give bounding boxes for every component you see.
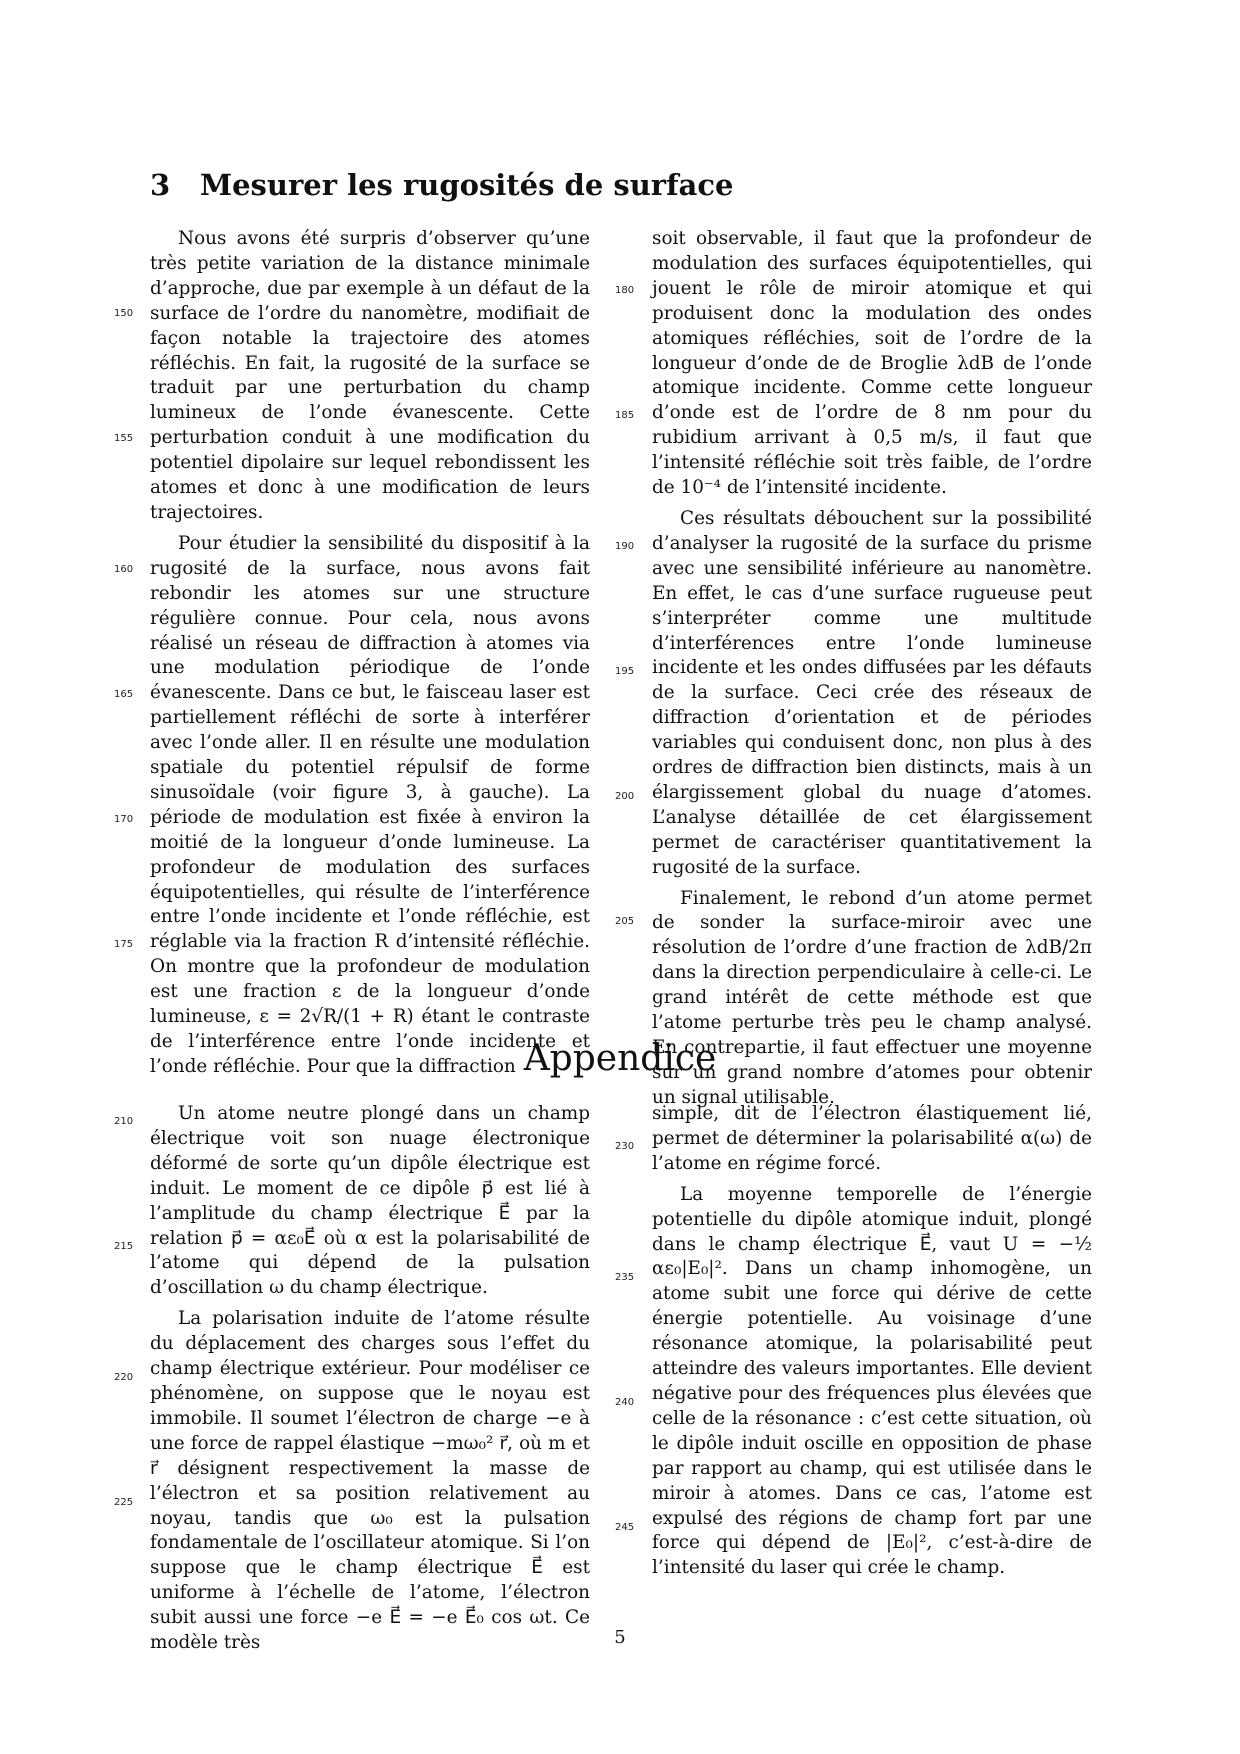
line-number: 215 xyxy=(114,1241,134,1252)
line-number: 180 xyxy=(615,285,635,296)
line-number: 200 xyxy=(615,791,635,802)
line-number: 240 xyxy=(615,1397,635,1408)
paragraph: Ces résultats débouchent sur la possibilité d’analyser la rugosité de la surface du prisme avec une sensibilité inférieure au nanomètre. En effet, le cas d’une surface rugueuse peut s’interpréter comme une multitude d’interférences entre l’onde lumineuse incidente et les ondes diffusées par les défauts de la surface. Ceci crée des réseaux de diffraction d’orientation et de périodes variables qui conduisent donc, non plus à des ordres de diffraction bien distincts, mais à un élargissement global du nuage d’atomes. L’analyse détaillée de cet élargissement permet de caractériser quantitativement la rugosité de la surface. xyxy=(652,507,1092,878)
appendix-title: Appendice xyxy=(523,1038,717,1079)
page-number: 5 xyxy=(614,1627,626,1648)
line-number: 245 xyxy=(615,1522,635,1533)
line-number: 225 xyxy=(114,1497,134,1508)
paragraph: simple, dit de l’électron élastiquement lié, permet de déterminer la polarisabilité α(ω) de l’atome en régime forcé. xyxy=(652,1103,1092,1174)
line-number: 205 xyxy=(615,916,635,927)
paragraph: La polarisation induite de l’atome résulte du déplacement des charges sous l’effet du champ électrique extérieur. Pour modéliser ce phénomène, on suppose que le noyau est immobile. Il soumet l’électron de charge −e à une force de rappel élastique −mω₀² r⃗, où m et r⃗ désignent respectivement la masse de l’électron et sa position relativement au noyau, tandis que ω₀ est la pulsation fondamentale de l’oscillateur atomique. Si l’on suppose que le champ électrique E⃗ est uniforme à l’échelle de l’atome, l’électron subit aussi une force −e E⃗ = −e E⃗₀ cos ωt. Ce modèle très xyxy=(150,1308,590,1654)
line-number: 235 xyxy=(615,1272,635,1283)
line-number: 150 xyxy=(114,308,134,319)
column-4 xyxy=(652,1102,1092,1581)
line-number: 160 xyxy=(114,564,134,575)
line-number: 185 xyxy=(615,410,635,421)
line-number: 175 xyxy=(114,939,134,950)
section-title: Mesurer les rugosités de surface xyxy=(200,168,734,202)
paragraph: Pour étudier la sensibilité du dispositif à la rugosité de la surface, nous avons fait rebondir les atomes sur une structure régulière connue. Pour cela, nous avons réalisé un réseau de diffraction à atomes via une modulation périodique de l’onde évanescente. Dans ce but, le faisceau laser est partiellement réfléchi de sorte à interférer avec l’onde aller. Il en résulte une modulation spatiale du potentiel répulsif de forme sinusoïdale (voir figure 3, à gauche). La période de modulation est fixée à environ la moitié de la longueur d’onde lumineuse. La profondeur de modulation des surfaces équipotentielles, qui résulte de l’interférence entre l’onde incidente et l’onde réfléchie, est réglable via la fraction R d’intensité réfléchie. On montre que la profondeur de modulation est une fraction ε de la longueur d’onde lumineuse, ε = 2√R/(1 + R) étant le contraste de l’interférence entre l’onde incidente et l’onde réfléchie. Pour que la diffraction xyxy=(150,532,590,1077)
line-number: 195 xyxy=(615,666,635,677)
paragraph: Finalement, le rebond d’un atome permet de sonder la surface-miroir avec une résolution de l’ordre d’une fraction de λdB/2π dans la direction perpendiculaire à celle-ci. Le grand intérêt de cette méthode est que l’atome perturbe très peu le champ analysé. En contrepartie, il faut effectuer une moyenne sur un grand nombre d’atomes pour obtenir un signal utilisable. xyxy=(652,887,1092,1108)
section-number: 3 xyxy=(150,168,171,202)
line-number: 220 xyxy=(114,1372,134,1383)
line-number: 210 xyxy=(114,1116,134,1127)
line-number: 190 xyxy=(615,541,635,552)
line-number: 230 xyxy=(615,1141,635,1152)
section-heading xyxy=(150,168,733,202)
paragraph: soit observable, il faut que la profondeur de modulation des surfaces équipotentielles, qui jouent le rôle de miroir atomique et qui produisent donc la modulation des ondes atomiques réfléchies, soit de l’ordre de la longueur d’onde de de Broglie λdB de l’onde atomique incidente. Comme cette longueur d’onde est de l’ordre de 8 nm pour du rubidium arrivant à 0,5 m/s, il faut que l’intensité réfléchie soit très faible, de l’ordre de 10⁻⁴ de l’intensité incidente. xyxy=(652,228,1092,499)
line-number: 165 xyxy=(114,689,134,700)
line-number: 155 xyxy=(114,433,134,444)
paragraph: La moyenne temporelle de l’énergie potentielle du dipôle atomique induit, plongé dans le champ électrique E⃗, vaut U = −½ αε₀|E₀|². Dans un champ inhomogène, un atome subit une force qui dérive de cette énergie potentielle. Au voisinage d’une résonance atomique, la polarisabilité peut atteindre des valeurs importantes. Elle devient négative pour des fréquences plus élevées que celle de la résonance : c’est cette situation, où le dipôle induit oscille en opposition de phase par rapport au champ, qui est utilisée dans le miroir à atomes. Dans ce cas, l’atome est expulsé des régions de champ fort par une force qui dépend de |E₀|², c’est-à-dire de l’intensité du laser qui crée le champ. xyxy=(652,1183,1092,1579)
paragraph: Nous avons été surpris d’observer qu’une très petite variation de la distance minimale d’approche, due par exemple à un défaut de la surface de l’ordre du nanomètre, modifiait de façon notable la trajectoire des atomes réfléchis. En fait, la rugosité de la surface se traduit par une perturbation du champ lumineux de l’onde évanescente. Cette perturbation conduit à une modification du potentiel dipolaire sur lequel rebondissent les atomes et donc à une modification de leurs trajectoires. xyxy=(150,228,590,523)
column-1 xyxy=(150,227,590,1080)
line-number: 170 xyxy=(114,814,134,825)
column-3 xyxy=(150,1102,590,1656)
paragraph: Un atome neutre plongé dans un champ électrique voit son nuage électronique déformé de sorte qu’un dipôle électrique est induit. Le moment de ce dipôle p⃗ est lié à l’amplitude du champ électrique E⃗ par la relation p⃗ = αε₀E⃗ où α est la polarisabilité de l’atome qui dépend de la pulsation d’oscillation ω du champ électrique. xyxy=(150,1103,590,1299)
column-2 xyxy=(652,227,1092,1111)
